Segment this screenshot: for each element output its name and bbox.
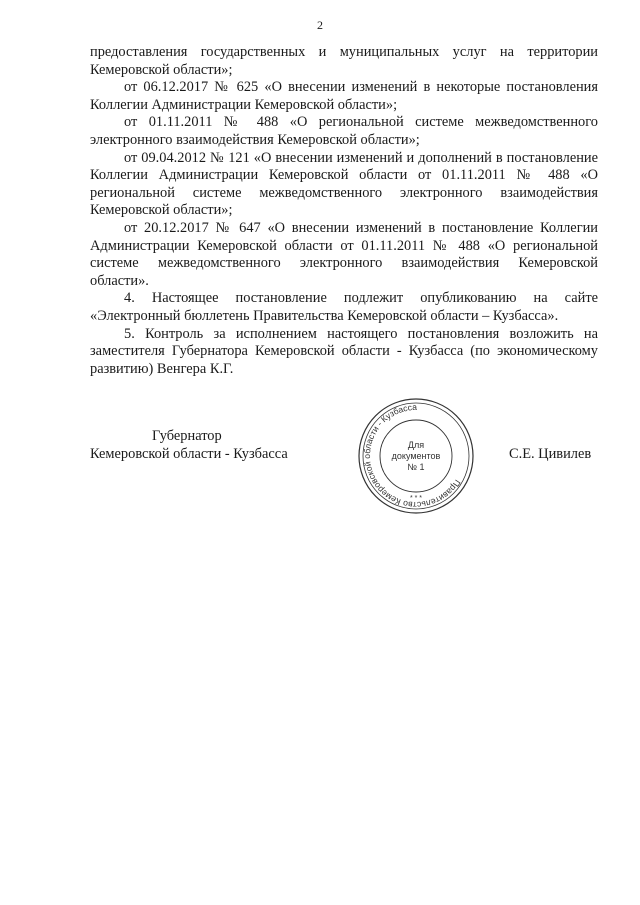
official-seal xyxy=(356,396,476,516)
seal-stars: * * * xyxy=(409,495,423,502)
seal-center-line3: № 1 xyxy=(407,462,425,472)
paragraph-item-488: от 01.11.2011 № 488 «О региональной системе межведомственного электронного взаимодействия Кемеровской области»; xyxy=(90,114,598,148)
seal-center-line2: документов xyxy=(391,451,441,461)
paragraph-item-647: от 20.12.2017 № 647 «О внесении изменений в постановление Коллегии Администрации Кемеровской области от 01.11.2011 № 488 «О региональной системе межведомственного электронного взаимодействия Кемеровской области». xyxy=(90,219,598,289)
paragraph-control: 5. Контроль за исполнением настоящего постановления возложить на заместителя Губернатора Кемеровской области - Кузбасса (по экономическому развитию) Венгера К.Г. xyxy=(90,325,598,377)
paragraph-continuation: предоставления государственных и муниципальных услуг на территории Кемеровской области»; xyxy=(90,44,598,78)
paragraph-item-625: от 06.12.2017 № 625 «О внесении изменений в некоторые постановления Коллегии Администрации Кемеровской области»; xyxy=(90,79,598,113)
signature-title-line2: Кемеровской области - Кузбасса xyxy=(90,446,288,462)
paragraph-publication: 4. Настоящее постановление подлежит опубликованию на сайте «Электронный бюллетень Правительства Кемеровской области – Кузбасса». xyxy=(90,290,598,324)
signature-title-line1: Губернатор xyxy=(152,428,222,444)
paragraph-item-121: от 09.04.2012 № 121 «О внесении изменений и дополнений в постановление Коллегии Администрации Кемеровской области от 01.11.2011 № 488 «О региональной системе межведомственного электронного взаимодействия Кемеровской области»; xyxy=(90,149,598,219)
document-body xyxy=(90,44,598,378)
seal-ring-text: Правительство Кемеровской области - Кузбасса xyxy=(361,401,463,511)
page-number: 2 xyxy=(317,18,323,32)
signature-name: С.Е. Цивилев xyxy=(509,446,592,462)
seal-center-line1: Для xyxy=(407,440,425,450)
